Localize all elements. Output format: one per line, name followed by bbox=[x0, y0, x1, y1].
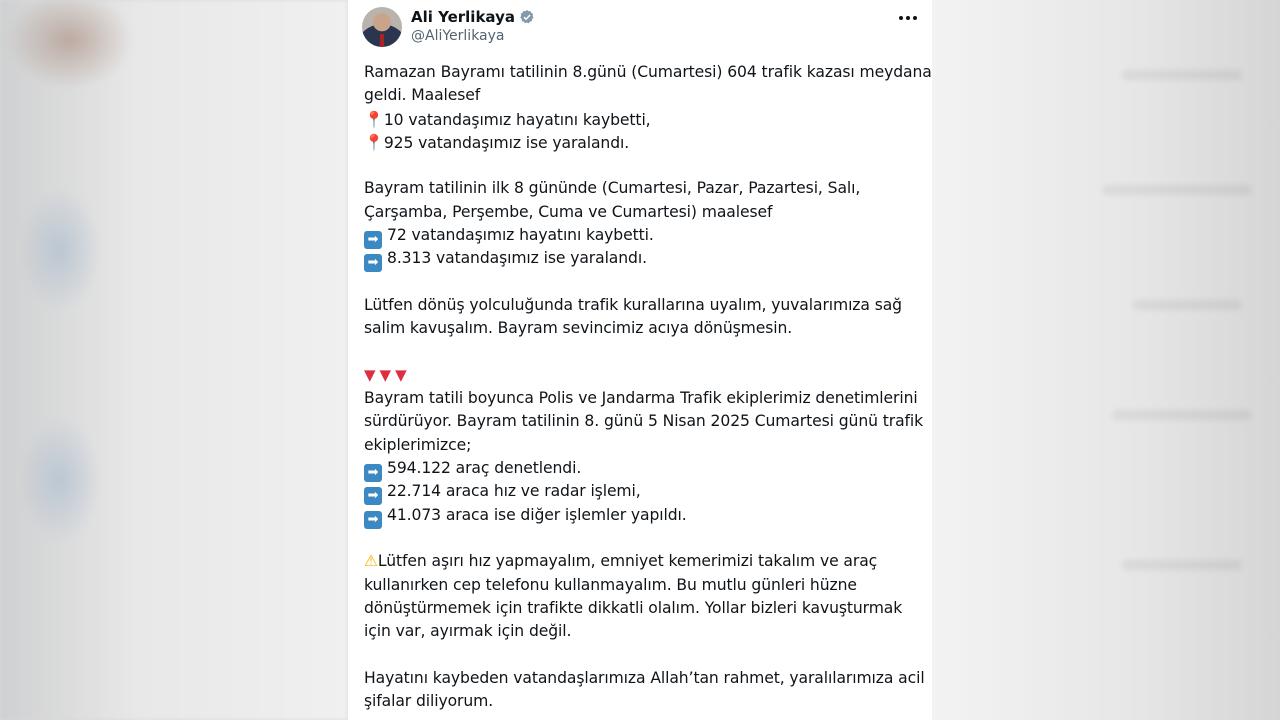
blurred-background-left bbox=[0, 0, 348, 720]
text-line: için var, ayırmak için değil. bbox=[364, 622, 572, 641]
author-handle[interactable]: @AliYerlikaya bbox=[411, 28, 505, 44]
text-line: salim kavuşalım. Bayram sevincimiz acıya dönüşmesin. bbox=[364, 319, 793, 338]
text-line: ekiplerimizce; bbox=[364, 435, 472, 454]
text-line bbox=[364, 364, 924, 387]
text-line: Çarşamba, Perşembe, Cuma ve Cumartesi) maalesef bbox=[364, 202, 773, 221]
text-line: 📍925 vatandaşımız ise yaralandı. bbox=[364, 132, 630, 152]
text-line: Lütfen dönüş yolculuğunda trafik kurallarına uyalım, yuvalarımıza sağ bbox=[364, 295, 902, 314]
avatar[interactable] bbox=[362, 7, 402, 47]
pin-icon: 📍 bbox=[364, 132, 384, 152]
text-line: sürdürüyor. Bayram tatilinin 8. günü 5 Nisan 2025 Cumartesi günü trafik bbox=[364, 412, 924, 431]
text-line: ⚠Lütfen aşırı hız yapmayalım, emniyet kemerimizi takalım ve araç bbox=[364, 552, 878, 571]
text-line: Hayatını kaybeden vatandaşlarımıza Allah’tan rahmet, yaralılarımıza acil bbox=[364, 668, 925, 687]
author-name[interactable]: Ali Yerlikaya bbox=[411, 8, 515, 26]
arrow-right-icon: ➡ bbox=[364, 487, 382, 505]
author-name-row bbox=[411, 8, 535, 26]
text-line: 📍10 vatandaşımız hayatını kaybetti, bbox=[364, 109, 651, 129]
verified-badge-icon bbox=[519, 9, 535, 25]
text-line: ➡ 594.122 araç denetlendi. bbox=[364, 457, 924, 480]
text-line: Bayram tatili boyunca Polis ve Jandarma Trafik ekiplerimiz denetimlerini bbox=[364, 389, 918, 408]
text-line: şifalar diliyorum. bbox=[364, 692, 494, 711]
text-line: geldi. Maalesef bbox=[364, 86, 481, 105]
pin-icon: 📍 bbox=[364, 109, 384, 129]
text-line: dönüştürmemek için trafikte dikkatli olalım. Yollar bizleri kavuşturmak bbox=[364, 598, 903, 617]
red-triangle-icons: ▼▼▼ bbox=[364, 365, 411, 384]
more-options-icon[interactable] bbox=[897, 8, 919, 28]
text-line: ➡ 22.714 araca hız ve radar işlemi, bbox=[364, 480, 924, 503]
arrow-right-icon: ➡ bbox=[364, 231, 382, 249]
text-line: ➡ 8.313 vatandaşımız ise yaralandı. bbox=[364, 247, 924, 270]
blurred-background-right bbox=[932, 0, 1280, 720]
text-line: kullanırken cep telefonu kullanmayalım. Bu mutlu günleri hüzne bbox=[364, 575, 857, 594]
tweet-text bbox=[364, 61, 932, 713]
text-line: ➡ 72 vatandaşımız hayatını kaybetti. bbox=[364, 224, 924, 247]
warning-icon: ⚠ bbox=[364, 552, 378, 571]
text-line: ➡ 41.073 araca ise diğer işlemler yapıldı. bbox=[364, 504, 924, 527]
text-line: Ramazan Bayramı tatilinin 8.günü (Cumartesi) 604 trafik kazası meydana bbox=[364, 63, 932, 81]
arrow-right-icon: ➡ bbox=[364, 511, 382, 529]
arrow-right-icon: ➡ bbox=[364, 464, 382, 482]
text-line: Bayram tatilinin ilk 8 gününde (Cumartesi, Pazar, Pazartesi, Salı, bbox=[364, 179, 861, 198]
arrow-right-icon: ➡ bbox=[364, 254, 382, 272]
